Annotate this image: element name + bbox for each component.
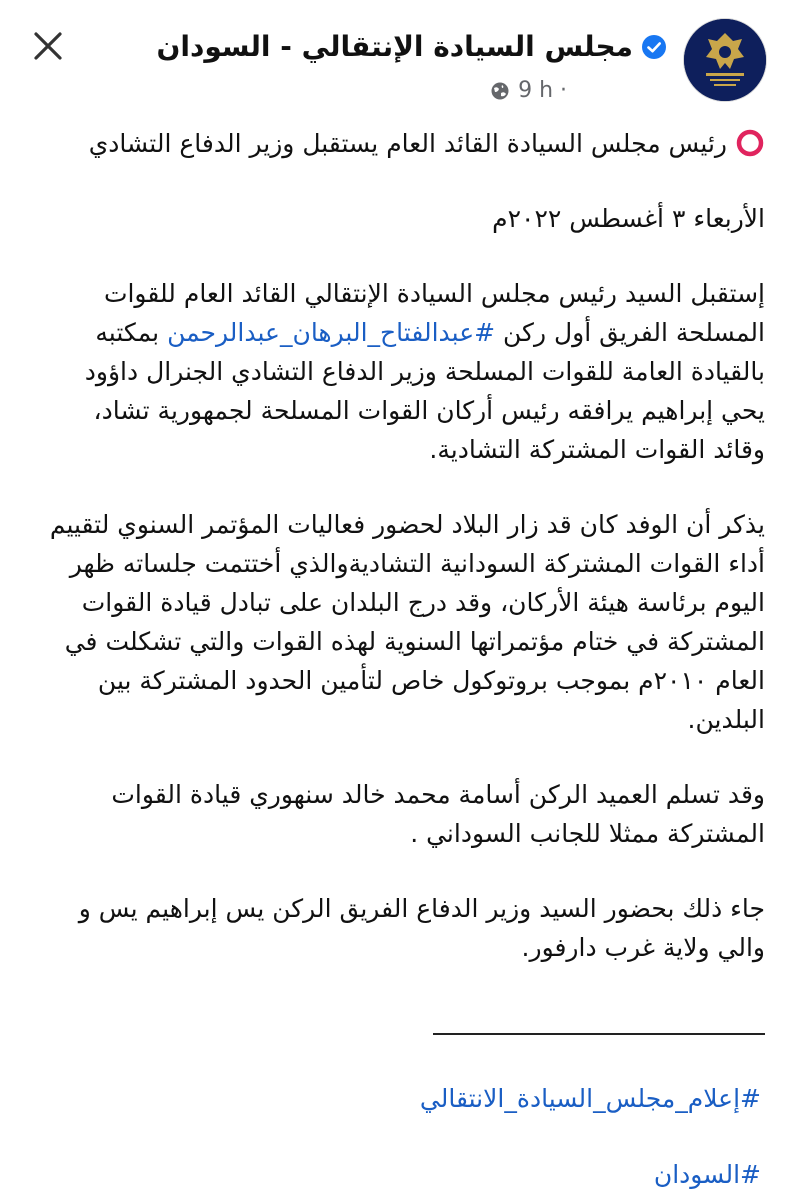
- post-header: [20, 18, 767, 108]
- hashtag-burhan-link[interactable]: #عبدالفتاح_البرهان_عبدالرحمن: [167, 318, 496, 347]
- avatar[interactable]: [683, 18, 767, 102]
- globe-icon[interactable]: [490, 81, 510, 101]
- verified-badge-icon: [641, 34, 667, 60]
- post-meta: [490, 78, 567, 103]
- paragraph-1-end: بمكتبه بالقيادة العامة للقوات المسلحة وزير الدفاع التشادي الجنرال داؤود يحي إبراهيم يرافقه رئيس أركان القوات المسلحة لجمهورية تشاد، وقائد القوات المشتركة التشادية.: [84, 318, 765, 464]
- date-line: الأربعاء ٣ أغسطس ٢٠٢٢م: [492, 204, 765, 233]
- divider-line: [433, 1033, 765, 1035]
- close-icon[interactable]: [28, 26, 68, 66]
- red-circle-icon: [735, 128, 765, 158]
- page-name-link[interactable]: [156, 30, 667, 63]
- hashtag-sudan-link[interactable]: [654, 1155, 761, 1194]
- paragraph-1-start: إستقبل السيد رئيس مجلس السيادة الإنتقالي القائد العام للقوات المسلحة الفريق أول ركن: [103, 279, 765, 347]
- paragraph-1: [40, 274, 765, 469]
- post-time[interactable]: 9 h ·: [518, 78, 567, 103]
- headline-text: رئيس مجلس السيادة القائد العام يستقبل وزير الدفاع التشادي: [88, 129, 727, 158]
- hashtag-media-link[interactable]: [420, 1079, 761, 1118]
- page-title[interactable]: مجلس السيادة الإنتقالي - السودان: [156, 30, 633, 63]
- post-body: [40, 124, 765, 967]
- paragraph-3: وقد تسلم العميد الركن أسامة محمد خالد سنهوري قيادة القوات المشتركة ممثلا للجانب السوداني .: [111, 780, 765, 848]
- hashtag-sudan-text[interactable]: #السودان: [653, 1160, 761, 1189]
- paragraph-4: جاء ذلك بحضور السيد وزير الدفاع الفريق الركن يس إبراهيم يس و والي ولاية غرب دارفور.: [78, 894, 765, 962]
- post-headline: [40, 124, 765, 163]
- council-emblem-logo: [684, 19, 766, 101]
- paragraph-2: يذكر أن الوفد كان قد زار البلاد لحضور فعاليات المؤتمر السنوي لتقييم أداء القوات المشتركة السودانية التشاديةوالذي أختتمت جلساته ظهر اليوم برئاسة هيئة الأركان، وقد درج البلدان على تبادل قيادة القوات المشتركة في ختام مؤتمراتها السنوية لهذه القوات والتي تشكلت في العام ٢٠١٠م بموجب بروتوكول خاص لتأمين الحدود المشتركة بين البلدين.: [49, 510, 765, 734]
- hashtag-media-text[interactable]: #إعلام_مجلس_السيادة_الانتقالي: [419, 1084, 761, 1113]
